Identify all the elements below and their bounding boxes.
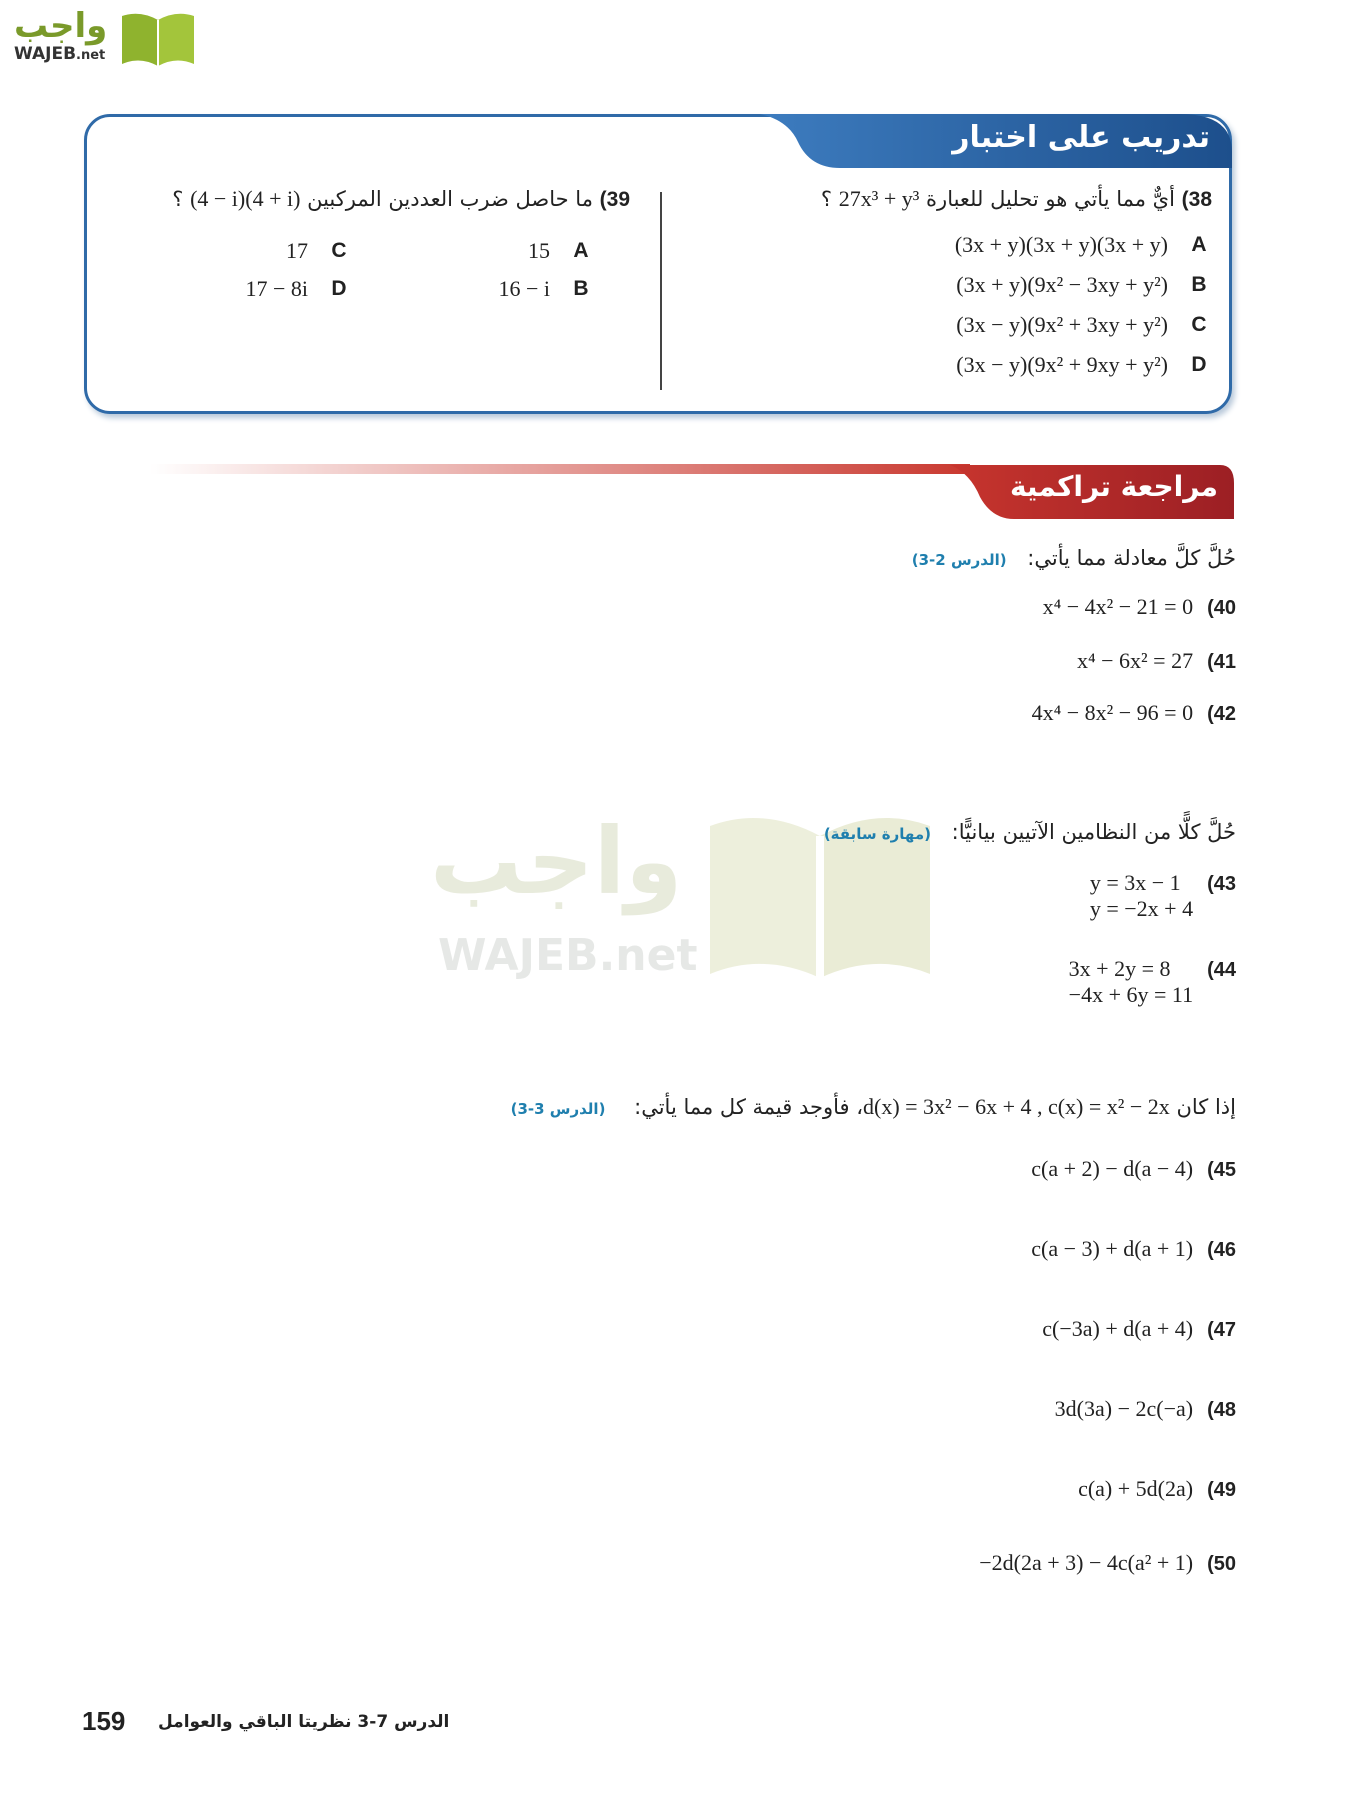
question-38: 38) أيٌّ مما يأتي هو تحليل للعبارة 27x³ + y³ ؟ [820, 186, 1212, 211]
exercise-40: 40) x⁴ − 4x² − 21 = 0 [1042, 594, 1236, 619]
book-icon [118, 10, 198, 68]
wajeb-watermark: واجب WAJEB.net [430, 808, 940, 988]
exercise-42: 42) 4x⁴ − 8x² − 96 = 0 [1031, 700, 1236, 725]
q39-option-c[interactable]: C 17 [286, 238, 347, 263]
skill-reference: (مهارة سابقة) [823, 825, 931, 843]
lesson-reference: (الدرس 2-3) [911, 551, 1007, 569]
exercise-48: 48) 3d(3a) − 2c(−a) [1054, 1396, 1236, 1421]
instruction-evaluate-functions: إذا كان d(x) = 3x² − 6x + 4 , c(x) = x² − 2x، فأوجد قيمة كل مما يأتي: (الدرس 3-3) [510, 1094, 1236, 1119]
exercise-46: 46) c(a − 3) + d(a + 1) [1031, 1236, 1236, 1261]
q39-option-b[interactable]: B 16 − i [498, 276, 589, 301]
q39-option-a[interactable]: A 15 [528, 238, 589, 263]
q38-option-a[interactable]: A (3x + y)(3x + y)(3x + y) [954, 232, 1207, 257]
test-practice-title: تدريب على اختبار [952, 120, 1210, 155]
q38-option-b[interactable]: B (3x + y)(9x² − 3xy + y²) [956, 272, 1207, 297]
q38-option-d[interactable]: D (3x − y)(9x² + 9xy + y²) [956, 352, 1207, 377]
column-divider [660, 192, 662, 390]
exercise-44: 44) 3x + 2y = 8 −4x + 6y = 11 [1068, 956, 1236, 1007]
q38-option-c[interactable]: C (3x − y)(9x² + 3xy + y²) [956, 312, 1207, 337]
exercise-43: 43) y = 3x − 1 y = −2x + 4 [1089, 870, 1236, 921]
footer-lesson-title: الدرس 7-3 نظريتا الباقي والعوامل [158, 1712, 450, 1732]
lesson-reference: (الدرس 3-3) [510, 1100, 606, 1118]
review-title: مراجعة تراكمية [1009, 470, 1218, 503]
q39-option-d[interactable]: D 17 − 8i [245, 276, 347, 301]
question-39: 39) ما حاصل ضرب العددين المركبين (4 − i)(4 + i) ؟ [172, 186, 630, 211]
exercise-49: 49) c(a) + 5d(2a) [1078, 1476, 1236, 1501]
exercise-41: 41) x⁴ − 6x² = 27 [1076, 648, 1236, 673]
instruction-solve-equations: حُلَّ كلَّ معادلة مما يأتي: (الدرس 2-3) [911, 546, 1236, 570]
logo-domain: WAJEB.net [14, 44, 106, 64]
review-gradient-line [150, 464, 970, 474]
exercise-50: 50) −2d(2a + 3) − 4c(a² + 1) [979, 1550, 1236, 1575]
exercise-45: 45) c(a + 2) − d(a − 4) [1031, 1156, 1236, 1181]
wajeb-logo[interactable] [10, 6, 190, 68]
instruction-graph-systems: حُلَّ كلًّا من النظامين الآتيين بيانيًّا: (مهارة سابقة) [823, 820, 1236, 844]
page-number: 159 [82, 1706, 126, 1736]
logo-word: واجب [14, 6, 108, 46]
exercise-47: 47) c(−3a) + d(a + 4) [1042, 1316, 1236, 1341]
